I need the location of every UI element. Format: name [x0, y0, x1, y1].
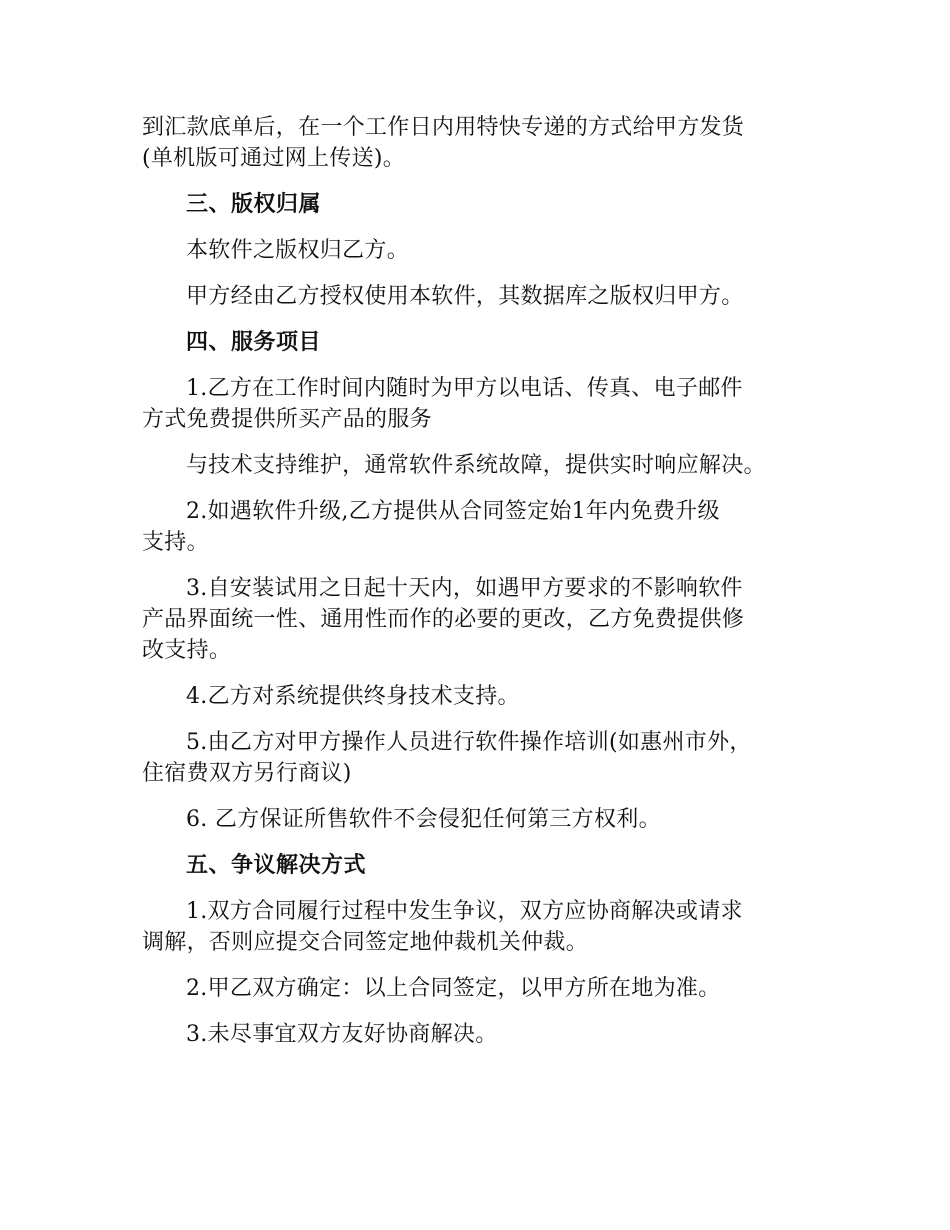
- text-line: (单机版可通过网上传送)。: [142, 146, 406, 171]
- text-line: 2.如遇软件升级,乙方提供从合同签定始1年内免费升级: [186, 499, 720, 524]
- text-line: 产品界面统一性、通用性而作的必要的更改，乙方免费提供修: [142, 607, 745, 632]
- section-heading-services: 四、服务项目: [186, 329, 322, 355]
- text-line: 到汇款底单后，在一个工作日内用特快专递的方式给甲方发货: [142, 115, 745, 140]
- continuation-paragraph: [142, 112, 822, 174]
- text-line: 改支持。: [142, 638, 232, 663]
- document-page: [142, 112, 822, 1050]
- dispute-item-2: 2.甲乙双方确定：以上合同签定，以甲方所在地为准。: [186, 976, 721, 1001]
- service-item-2: [142, 496, 822, 558]
- service-item-3: [142, 573, 822, 666]
- copyright-paragraph-1: 本软件之版权归乙方。: [186, 238, 410, 263]
- service-item-1: [142, 373, 822, 435]
- service-item-1-continued: 与技术支持维护，通常软件系统故障，提供实时响应解决。: [186, 453, 766, 478]
- section-heading-copyright: 三、版权归属: [186, 191, 322, 217]
- service-item-4: 4.乙方对系统提供终身技术支持。: [186, 684, 520, 709]
- text-line: 方式免费提供所买产品的服务: [142, 407, 432, 432]
- text-line: 调解，否则应提交合同签定地仲裁机关仲裁。: [142, 930, 589, 955]
- service-item-6: 6. 乙方保证所售软件不会侵犯任何第三方权利。: [186, 807, 661, 832]
- text-line: 3.自安装试用之日起十天内，如遇甲方要求的不影响软件: [186, 576, 743, 601]
- service-item-5: [142, 727, 822, 789]
- dispute-item-3: 3.未尽事宜双方友好协商解决。: [186, 1022, 498, 1047]
- text-line: 1.双方合同履行过程中发生争议，双方应协商解决或请求: [186, 899, 743, 924]
- text-line: 住宿费双方另行商议): [142, 761, 352, 786]
- copyright-paragraph-2: 甲方经由乙方授权使用本软件，其数据库之版权归甲方。: [186, 284, 744, 309]
- text-line: 1.乙方在工作时间内随时为甲方以电话、传真、电子邮件: [186, 376, 743, 401]
- section-heading-disputes: 五、争议解决方式: [186, 852, 367, 878]
- text-line: 支持。: [142, 530, 209, 555]
- text-line: 5.由乙方对甲方操作人员进行软件操作培训(如惠州市外，: [186, 730, 752, 755]
- dispute-item-1: [142, 896, 822, 958]
